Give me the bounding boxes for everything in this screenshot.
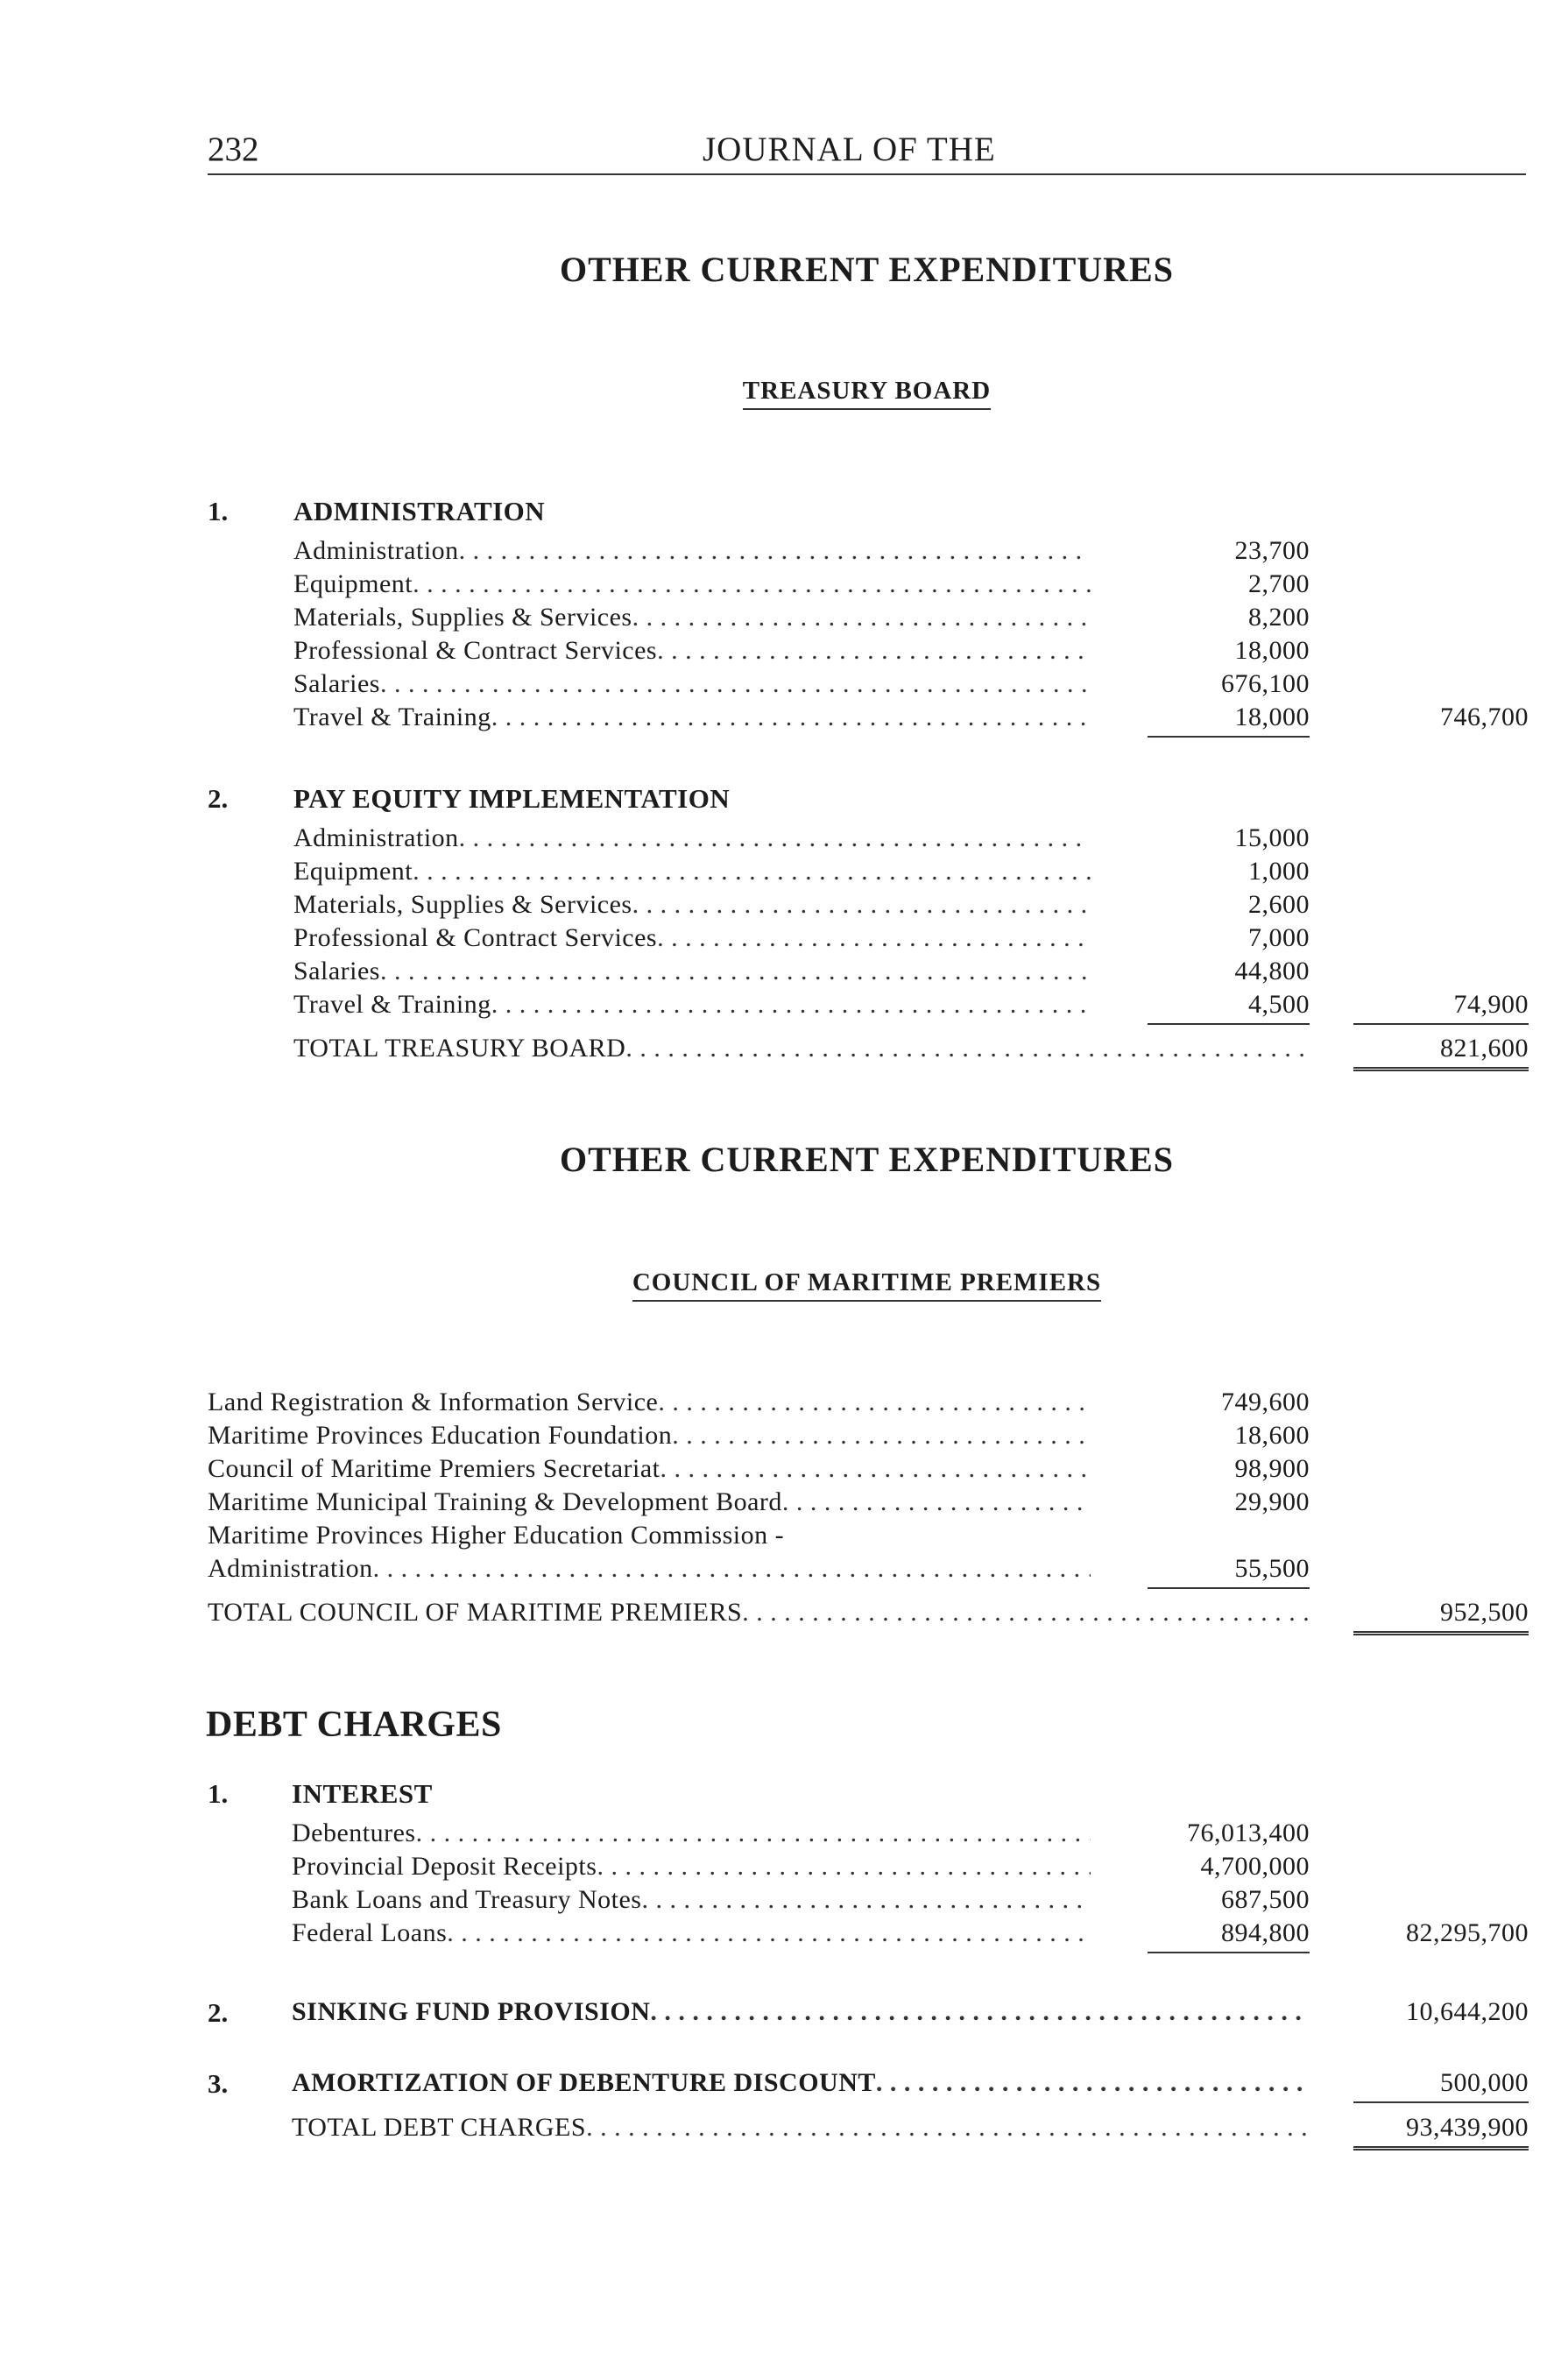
line-item-amount: 7,000 [1248,923,1310,952]
line-item-label: Maritime Provinces Education Foundation [208,1421,673,1450]
leader-dots [876,2068,1308,2098]
group-number: 2. [208,783,229,814]
line-item-amount: 18,000 [1148,703,1310,738]
line-item [293,636,1091,669]
line-item-amount: 98,900 [1234,1454,1310,1483]
line-item-amount: 749,600 [1221,1388,1310,1416]
line-item [293,823,1091,857]
line-item-label: Salaries [293,669,380,698]
total-amount: 952,500 [1353,1598,1529,1635]
line-item-amount: 4,500 [1148,990,1310,1025]
leader-dots [491,703,1091,732]
line-item-amount: 76,013,400 [1187,1819,1310,1847]
line-item-amount: 687,500 [1221,1885,1310,1914]
line-item-label: Land Registration & Information Service [208,1388,659,1416]
total-amount: 93,439,900 [1353,2113,1529,2150]
total-label: TOTAL COUNCIL OF MARITIME PREMIERS [208,1598,743,1627]
leader-dots [416,1819,1091,1848]
leader-dots [447,1918,1091,1948]
total-row [292,2113,1310,2146]
total-row [293,1034,1310,1067]
leader-dots [742,1598,1310,1628]
group-number: 2. [208,1997,229,2028]
leader-dots [413,857,1091,886]
line-item-label: Travel & Training [293,703,491,731]
line-item-amount: 4,700,000 [1200,1852,1310,1881]
leader-dots [650,1997,1308,2027]
group-number: 1. [208,496,229,526]
leader-dots [373,1554,1091,1584]
leader-dots [459,823,1091,853]
line-item-label: Administration [293,536,459,565]
group-title-row [292,2068,1308,2101]
leader-dots [625,1034,1310,1063]
line-item-amount: 2,600 [1248,890,1310,919]
line-item [293,923,1091,957]
group-number: 1. [208,1778,229,1809]
line-item-label: Debentures [292,1819,416,1847]
line-item [293,536,1091,569]
leader-dots [641,1885,1091,1915]
line-item-amount: 23,700 [1234,536,1310,565]
line-item-amount: 29,900 [1234,1487,1310,1516]
total-label: TOTAL TREASURY BOARD [293,1034,626,1063]
page-number: 232 [208,131,259,168]
group-title: INTEREST [292,1778,433,1809]
group-title: SINKING FUND PROVISION [292,1997,651,2026]
line-item [208,1487,1091,1521]
group-amount: 10,644,200 [1406,1997,1529,2026]
total-row [208,1598,1310,1631]
section-title-treasury: OTHER CURRENT EXPENDITURES [560,250,1174,289]
line-item-label: Materials, Supplies & Services [293,603,632,632]
line-item-amount: 676,100 [1221,669,1310,698]
line-item-label: Materials, Supplies & Services [293,890,632,919]
leader-dots [380,669,1091,699]
line-item [293,569,1091,603]
line-item [293,703,1091,736]
leader-dots [658,1388,1091,1417]
total-label: TOTAL DEBT CHARGES [292,2113,587,2142]
line-item-amount: 18,600 [1234,1421,1310,1450]
line-item [293,990,1091,1023]
total-amount: 821,600 [1353,1034,1529,1071]
running-title: JOURNAL OF THE [703,131,996,168]
dept-title-council [208,1268,1526,1297]
line-item-label: Travel & Training [293,990,491,1019]
group-subtotal: 82,295,700 [1406,1918,1529,1947]
running-head [208,130,1526,175]
debt-heading: DEBT CHARGES [206,1705,502,1745]
dept-title-treasury-text: TREASURY BOARD [743,377,991,410]
line-item [293,669,1091,703]
line-item-label: Professional & Contract Services [293,923,658,952]
line-item-amount: 1,000 [1248,857,1310,886]
dept-title-treasury [208,377,1526,406]
line-item [292,1819,1091,1852]
leader-dots [672,1421,1091,1451]
leader-dots [413,569,1091,599]
leader-dots [657,636,1091,666]
line-item [208,1388,1091,1421]
line-item [292,1852,1091,1885]
line-item-amount: 55,500 [1148,1554,1310,1589]
line-item-label: Bank Loans and Treasury Notes [292,1885,642,1914]
leader-dots [660,1454,1091,1484]
leader-dots [632,890,1091,920]
group-amount: 500,000 [1353,2068,1529,2103]
line-item-amount: 2,700 [1248,569,1310,598]
line-item-label: Administration [293,823,459,852]
line-item-label: Maritime Municipal Training & Development Board [208,1487,782,1516]
line-item-label: Council of Maritime Premiers Secretariat [208,1454,660,1483]
line-item-amount: 18,000 [1234,636,1310,665]
line-item-label: Provincial Deposit Receipts [292,1852,597,1881]
line-item [293,957,1091,990]
group-title-row [292,1997,1308,2030]
line-item [208,1421,1091,1454]
line-item-label: Equipment [293,857,413,886]
leader-dots [657,923,1091,953]
line-item-label: Federal Loans [292,1918,448,1947]
leader-dots [586,2113,1310,2143]
leader-dots [380,957,1091,986]
line-item-label: Professional & Contract Services [293,636,658,665]
line-item-label: Equipment [293,569,413,598]
group-title: AMORTIZATION OF DEBENTURE DISCOUNT [292,2068,876,2097]
line-item-amount: 8,200 [1248,603,1310,632]
group-number: 3. [208,2068,229,2099]
dept-title-council-text: COUNCIL OF MARITIME PREMIERS [632,1268,1101,1302]
group-subtotal: 74,900 [1353,990,1529,1025]
leader-dots [597,1852,1091,1882]
line-item-first-line: Maritime Provinces Higher Education Commission - [208,1521,785,1550]
line-item [292,1918,1091,1952]
line-item [292,1885,1091,1918]
line-item-amount: 44,800 [1234,957,1310,985]
leader-dots [491,990,1091,1020]
section-title-council: OTHER CURRENT EXPENDITURES [560,1140,1174,1179]
group-title: PAY EQUITY IMPLEMENTATION [293,783,731,814]
leader-dots [459,536,1091,566]
line-item [293,857,1091,890]
line-item-amount: 15,000 [1234,823,1310,852]
line-item [208,1454,1091,1487]
line-item [208,1554,1091,1587]
line-item [293,603,1091,636]
leader-dots [632,603,1091,632]
group-title: ADMINISTRATION [293,496,546,526]
line-item-amount: 894,800 [1148,1918,1310,1953]
leader-dots [782,1487,1091,1517]
line-item [293,890,1091,923]
line-item-label: Salaries [293,957,380,985]
line-item-label: Administration [208,1554,373,1583]
group-subtotal: 746,700 [1440,703,1529,731]
